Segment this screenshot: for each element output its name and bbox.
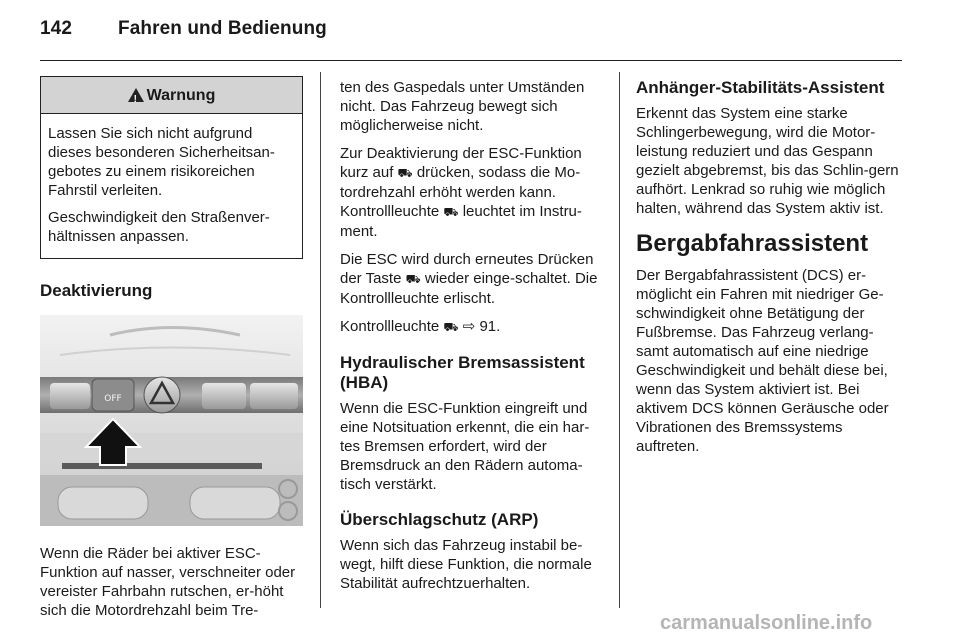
esc-text-1: ten des Gaspedals unter Umständen nicht. Das Fahrzeug bewegt sich möglicherweise nicht. <box>340 79 585 134</box>
svg-text:OFF: OFF <box>104 394 122 404</box>
section-heading-deaktivierung: Deaktivierung <box>40 281 153 300</box>
esc-button-photo <box>40 315 303 526</box>
section-heading-arp: Überschlagschutz (ARP) <box>340 510 539 529</box>
esc-text-2c: leuchtet im Instru-ment. <box>340 203 582 240</box>
warning-header <box>41 77 302 114</box>
warning-text-1: Lassen Sie sich nicht aufgrund dieses besonderen Sicherheitsan-gebotes zu einem risikoreichen Fahrstil verleiten. <box>48 125 275 199</box>
page-ref-icon: ⇨ <box>462 318 476 335</box>
column-right <box>636 78 902 465</box>
esc-off-icon: ⛟ <box>443 320 459 334</box>
warning-text-2: Geschwindigkeit den Straßenver-hältnissen anpassen. <box>48 209 270 245</box>
section-heading-dcs: Bergabfahrassistent <box>636 230 869 257</box>
esc-off-icon: ⛟ <box>443 205 459 219</box>
page-number: 142 <box>40 18 73 39</box>
page-title: Fahren und Bedienung <box>118 18 327 39</box>
warning-box <box>40 76 303 259</box>
hba-text: Wenn die ESC-Funktion eingreift und eine Notsituation erkennt, die ein har-tes Bremsen erfordert, wird der Bremsdruck an den Rädern automa-tisch verstärkt. <box>340 400 590 493</box>
tsa-text: Erkennt das System eine starke Schlingerbewegung, wird die Motor-leistung reduziert und das Gespann gezielt abgebremst, bis das Schlin-gern aufhört. Lenkrad so ruhig wie möglich halten, während das System aktiv ist. <box>636 105 899 217</box>
esc-off-icon: ⛟ <box>397 166 413 180</box>
warning-title: Warnung <box>146 86 216 104</box>
section-heading-tsa: Anhänger-Stabilitäts-Assistent <box>636 78 885 97</box>
page-header <box>40 18 327 40</box>
column-middle <box>340 78 604 602</box>
column-left <box>40 76 303 629</box>
section-heading-hba: Hydraulischer Bremsassistent (HBA) <box>340 353 585 392</box>
esc-text-4 <box>340 317 604 337</box>
deaktivierung-text: Wenn die Räder bei aktiver ESC-Funktion auf nasser, verschneiter oder vereister Fahrbahn rutschen, er-höht sich die Motordrehzahl beim Tre- <box>40 545 296 619</box>
esc-text-4a: Kontrollleuchte <box>340 318 440 335</box>
esc-text-2b: drücken, sodass die Mo-tordrehzahl erhöht werden kann. Kontrollleuchte <box>340 164 581 220</box>
column-divider-1 <box>320 72 321 608</box>
warning-body <box>41 114 302 258</box>
watermark: carmanualsonline.info <box>660 612 873 634</box>
esc-text-3 <box>340 250 604 308</box>
column-divider-2 <box>619 72 620 608</box>
esc-off-icon: ⛟ <box>405 272 421 286</box>
esc-text-2a: Zur Deaktivierung der ESC-Funktion kurz auf <box>340 145 582 181</box>
esc-text-3b: wieder einge-schaltet. Die Kontrollleuchte erlischt. <box>340 270 598 307</box>
esc-text-3a: Die ESC wird durch erneutes Drücken der Taste <box>340 251 594 287</box>
esc-text-2 <box>340 144 604 241</box>
dcs-text: Der Bergabfahrassistent (DCS) er-möglicht ein Fahren mit niedriger Ge-schwindigkeit ohne Betätigung der Fußbremse. Das Fahrzeug verlang-samt automatisch auf eine niedrige Geschwindigkeit und behält diese bei, wenn das System aktiviert ist. Bei aktivem DCS können Geräusche oder Vibrationen des Bremssystems auftreten. <box>636 267 889 455</box>
header-divider <box>40 60 902 61</box>
warning-triangle-icon <box>128 88 144 102</box>
arp-text: Wenn sich das Fahrzeug instabil be-wegt, hilft diese Funktion, die normale Stabilität aufrechtzuerhalten. <box>340 537 592 592</box>
esc-text-4b: 91. <box>479 318 501 335</box>
